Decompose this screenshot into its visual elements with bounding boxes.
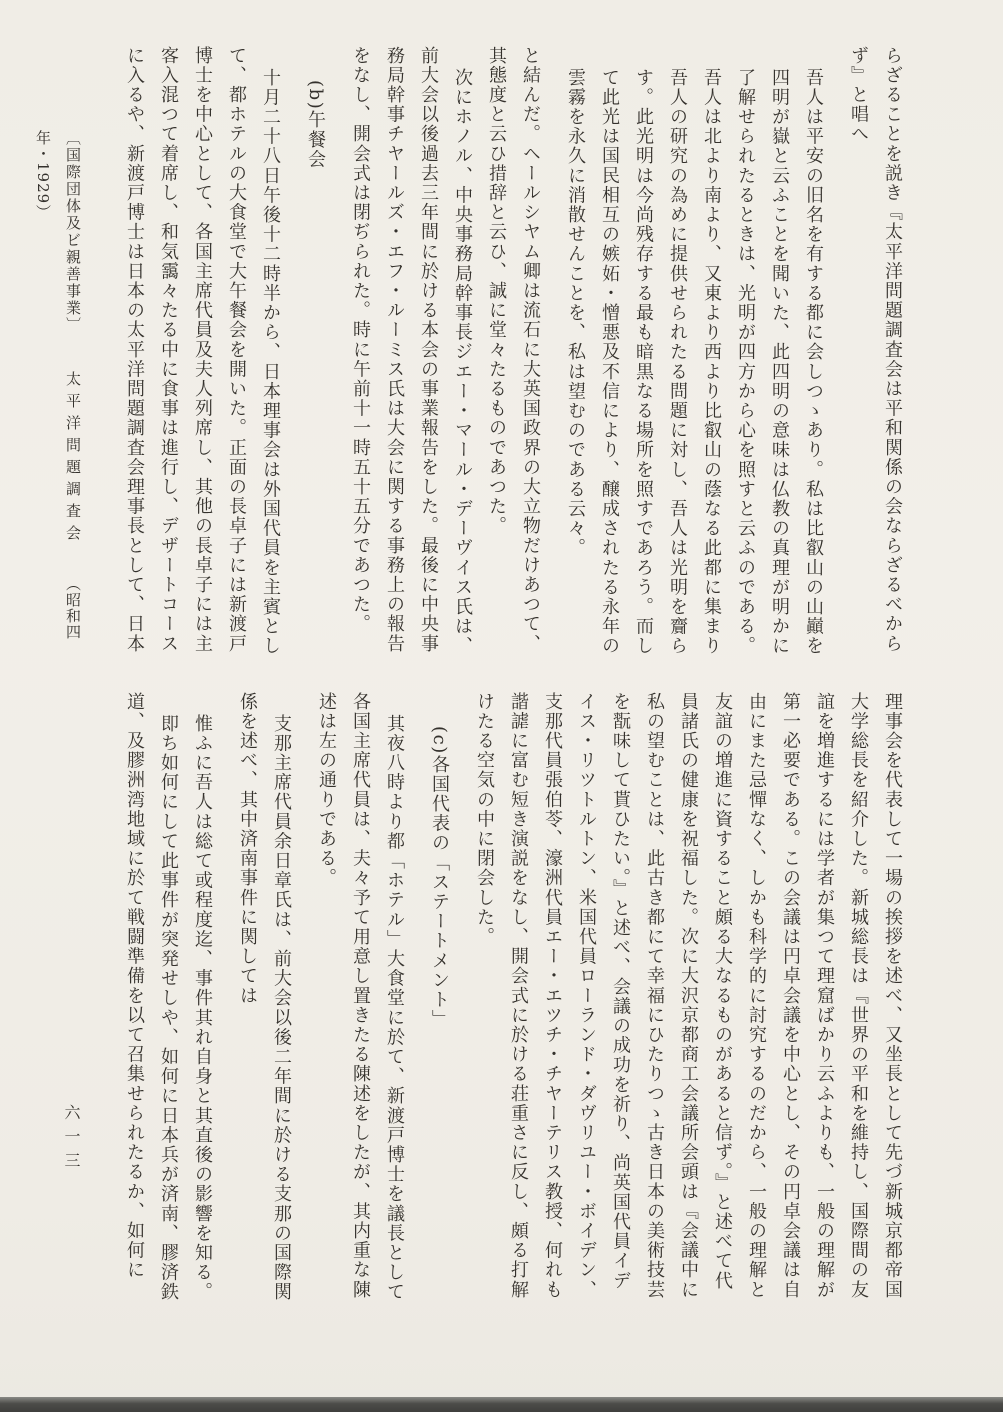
text-column: 吾人の研究の為めに提供せられたる問題に対し、吾人は光明を齎ら (667, 68, 688, 656)
text-column: 各国主席代員は、夫々予て用意し置きたる陳述をしたが、其内重な陳 (350, 692, 371, 1300)
section-header-column: (b)午餐会 (305, 80, 326, 170)
text-column: 前大会以後過去三年間に於ける本会の事業報告をした。最後に中央事 (418, 46, 439, 654)
text-column: 支那代員張伯苓、濠洲代員エー・エツチ・チヤーテリス教授、何れも (542, 692, 563, 1300)
text-column: 誼を増進するには学者が集つて理窟ばかり云ふよりも、一般の理解が (814, 692, 835, 1300)
quote-column: 即ち如何にして此事件が突発せしや、如何に日本兵が済南、膠済鉄 (158, 714, 179, 1302)
text-column: 博士を中心として、各国主席代員及夫人列席し、其他の長卓子には主 (192, 46, 213, 654)
text-column: 支那主席代員余日章氏は、前大会以後二年間に於ける支那の国際関 (271, 714, 292, 1302)
text-column: 第一必要である。この会議は円卓会議を中心とし、その円卓会議は自 (780, 692, 801, 1300)
section-header-column: (c)各国代表の「ステートメント」 (429, 726, 450, 1030)
text-column: ず』と唱へ (848, 46, 869, 144)
text-column: 私の望むことは、此古き都にて幸福にひたりつゝ古き日本の美術技芸 (644, 692, 665, 1300)
scan-edge-shadow (0, 1397, 1003, 1412)
text-column: 大学総長を紹介した。新城総長は『世界の平和を維持し、国際間の友 (848, 692, 869, 1300)
text-column: 理事会を代表して一場の挨拶を述べ、又坐長として先づ新城京都帝国 (882, 692, 903, 1300)
text-column: 述は左の通りである。 (316, 692, 337, 888)
quote-column: 惟ふに吾人は総て或程度迄、事件其れ自身と其直後の影響を知る。 (192, 714, 213, 1302)
text-column: をなし、開会式は閉ぢられた。時に午前十一時五十五分であつた。 (350, 46, 371, 634)
year-label: （昭和四年・1929） (34, 130, 82, 640)
text-column: 吾人は北より南より、又東より西より比叡山の蔭なる此都に集まり (701, 68, 722, 656)
text-column: 諧謔に富む短き演説をなし、開会式に於ける荘重さに反し、頗る打解 (508, 692, 529, 1300)
text-column: に入るや、新渡戸博士は日本の太平洋問題調査会理事長として、日本 (124, 46, 145, 654)
text-column: 了解せられたるときは、光明が四方から心を照すと云ふのである。 (735, 68, 756, 656)
lower-text-block (117, 692, 909, 1306)
text-column: 雲霧を永久に消散せんことを、私は望むのである云々。 (565, 68, 586, 558)
text-column: らざることを説き『太平洋問題調査会は平和関係の会ならざるべから (882, 46, 903, 654)
text-column: す。此光明は今尚残存する最も暗黒なる場所を照すであろう。而し (633, 68, 654, 656)
chapter-title: 太平洋問題調査会 (64, 370, 82, 547)
text-column: 客入混つて着席し、和気靄々たる中に食事は進行し、デザートコース (158, 46, 179, 654)
page-number: 六一三 (62, 1104, 81, 1176)
text-column: けたる空気の中に閉会した。 (474, 692, 495, 947)
text-column: 四明が嶽と云ふことを聞いた、此四明の意味は仏教の真理が明かに (769, 68, 790, 656)
text-column: 其態度と云ひ措辞と云ひ、誠に堂々たるものであつた。 (486, 46, 507, 536)
text-column: 十月二十八日午後十二時半から、日本理事会は外国代員を主賓とし (260, 68, 281, 656)
quote-column: 道、及膠洲湾地域に於て戦闘準備を以て召集せられたるか、如何に (124, 692, 145, 1280)
text-column: 其夜八時より都「ホテル」大食堂に於て、新渡戸博士を議長として (384, 714, 405, 1302)
text-column: と結んだ。ヘールシヤム卿は流石に大英国政界の大立物だけあつて、 (520, 46, 541, 654)
category-label: 〔国際団体及ビ親善事業〕 (64, 130, 82, 334)
text-column: 由にまた忌憚なく、しかも科学的に討究するのだから、一般の理解と (746, 692, 767, 1300)
text-column: 吾人は平安の旧名を有する都に会しつゝあり。私は比叡山の山巓を (803, 68, 824, 656)
text-column: 係を述べ、其中済南事件に関しては (237, 692, 258, 1006)
text-column: 員諸氏の健康を祝福した。次に大沢京都商工会議所会頭は『会議中に (678, 692, 699, 1300)
text-column: イス・リツトルトン、米国代員ローランド・ダヴリユー・ボイデン、 (576, 692, 597, 1300)
text-column: て此光は国民相互の嫉妬・憎悪及不信により、醸成されたる永年の (599, 68, 620, 656)
text-column: を翫味して貰ひたい。』と述べ、会議の成功を祈り、尚英国代員イデ (610, 692, 631, 1291)
upper-text-block (117, 46, 909, 660)
text-column: 次にホノル、中央事務局幹事長ジエー・マール・デーヴイス氏は、 (452, 68, 473, 656)
text-column: 友誼の増進に資すること頗る大なるものがあると信ず。』と述べて代 (712, 692, 733, 1291)
margin-running-title (28, 130, 88, 650)
text-column: て、都ホテルの大食堂で大午餐会を開いた。正面の長卓子には新渡戸 (226, 46, 247, 654)
text-column: 務局幹事チヤールズ・エフ・ルーミス氏は大会に関する事務上の報告 (384, 46, 405, 654)
